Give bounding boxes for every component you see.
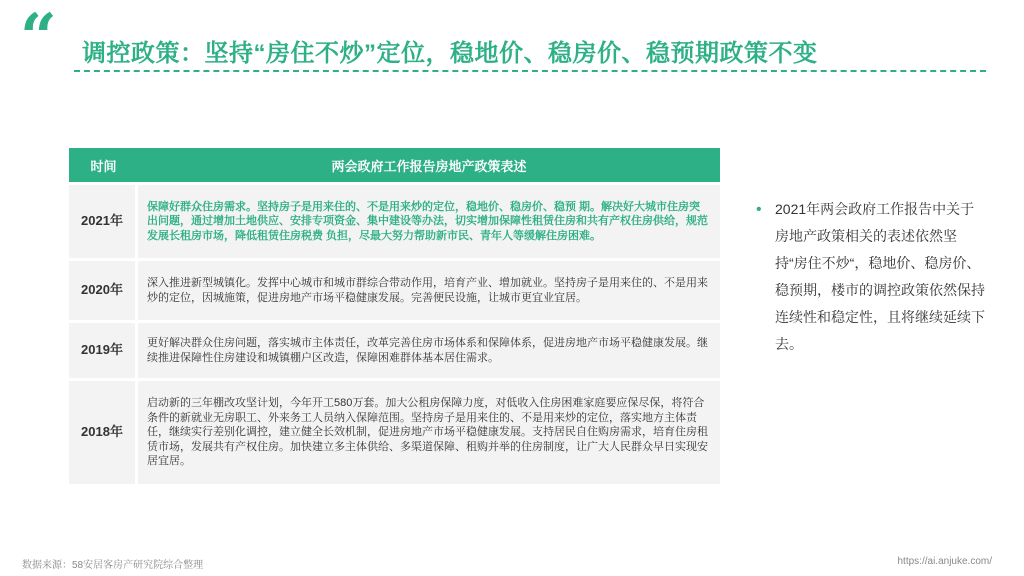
column-header-policy: 两会政府工作报告房地产政策表述 <box>138 148 720 182</box>
data-source: 数据来源：58安居客房产研究院综合整理 <box>22 560 204 571</box>
table-row <box>69 323 720 378</box>
year-cell: 2020年 <box>69 261 138 320</box>
table-row <box>69 261 720 320</box>
summary-text: 2021年两会政府工作报告中关于房地产政策相关的表述依然坚持“房住不炒“，稳地价、稳房价、稳预期，楼市的调控政策依然保持连续性和稳定性，且将继续延续下去。 <box>775 201 985 352</box>
year-cell: 2021年 <box>69 185 138 258</box>
table-row <box>69 381 720 484</box>
year-cell: 2019年 <box>69 323 138 378</box>
title-divider <box>74 70 986 72</box>
table-header-row <box>69 148 720 182</box>
page-title: 调控政策：坚持“房住不炒”定位，稳地价、稳房价、稳预期政策不变 <box>82 40 818 67</box>
bullet-icon: • <box>756 201 762 218</box>
column-header-year: 时间 <box>69 148 138 182</box>
table-row <box>69 185 720 258</box>
summary-note <box>756 196 986 358</box>
policy-table <box>69 145 720 487</box>
quote-mark-icon: “ <box>20 0 57 75</box>
policy-text-cell: 保障好群众住房需求。坚持房子是用来住的、不是用来炒的定位，稳地价、稳房价、稳预 期。解决好大城市住房突出问题，通过增加土地供应、安排专项资金、集中建设等办法，切实增加保障性租赁住房和共有产权住房供给，规范发展长租房市场，降低租赁住房税费 负担，尽最大努力帮助新市民、青年人等缓解住房困难。 <box>138 185 720 258</box>
policy-text-cell: 深入推进新型城镇化。发挥中心城市和城市群综合带动作用，培育产业、增加就业。坚持房子是用来住的、不是用来炒的定位，因城施策，促进房地产市场平稳健康发展。完善便民设施，让城市更宜业宜居。 <box>138 261 720 320</box>
policy-text-cell: 启动新的三年棚改攻坚计划，今年开工580万套。加大公租房保障力度，对低收入住房困难家庭要应保尽保，将符合条件的新就业无房职工、外来务工人员纳入保障范围。坚持房子是用来住的、不是用来炒的定位，落实地方主体责任，继续实行差别化调控，建立健全长效机制，促进房地产市场平稳健康发展。支持居民自住购房需求，培育住房租赁市场，发展共有产权住房。加快建立多主体供给、多渠道保障、租购并举的住房制度，让广大人民群众早日实现安居宜居。 <box>138 381 720 484</box>
year-cell: 2018年 <box>69 381 138 484</box>
source-url: https://ai.anjuke.com/ <box>897 556 992 567</box>
policy-text-cell: 更好解决群众住房问题，落实城市主体责任，改革完善住房市场体系和保障体系，促进房地产市场平稳健康发展。继续推进保障性住房建设和城镇棚户区改造，保障困难群体基本居住需求。 <box>138 323 720 378</box>
